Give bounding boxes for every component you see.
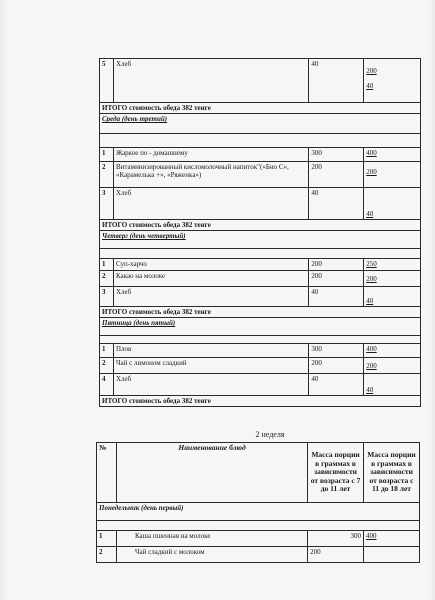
empty-cell (97, 521, 420, 531)
mass-7-11: 200 (309, 358, 364, 374)
table-row (100, 344, 421, 358)
empty-cell (100, 249, 421, 259)
dish-name: Суп-харчо (113, 259, 308, 271)
empty-cell (100, 336, 421, 344)
mass-7-11: 200 (309, 259, 364, 271)
mass-11-18: 400 (364, 344, 421, 358)
row-number: 5 (100, 59, 114, 103)
mass-7-11: 300 (309, 344, 364, 358)
row-number: 2 (97, 547, 117, 563)
col-header-num: № (97, 443, 117, 503)
mass-11-18 (364, 547, 420, 563)
total-row (100, 307, 421, 318)
dish-name: Хлеб (113, 374, 308, 396)
row-number: 1 (100, 259, 114, 271)
mass-value: 200 (366, 67, 377, 75)
dish-name: Какао на молоке (113, 271, 308, 287)
row-number: 4 (100, 374, 114, 396)
table-row (100, 162, 421, 188)
row-number: 1 (97, 531, 117, 547)
table-row (100, 358, 421, 374)
dish-name: Хлеб (113, 188, 308, 220)
dish-name: Плов (113, 344, 308, 358)
week-heading: 2 неделя (255, 430, 285, 439)
col-header-name: Наименование блюд (116, 443, 307, 503)
row-number: 3 (100, 287, 114, 307)
dish-name: Хлеб (113, 59, 308, 103)
day-row (97, 503, 420, 521)
menu-table-week1 (99, 58, 421, 407)
dish-name: Каша пшенная на молоке (116, 531, 307, 547)
mass-value: 40 (366, 82, 374, 91)
mass-7-11: 40 (309, 59, 364, 103)
spacer-row (100, 336, 421, 344)
day-title: Четверг (день четвертый) (100, 231, 421, 249)
mass-11-18: 40 (364, 287, 421, 307)
mass-7-11: 200 (309, 162, 364, 188)
total-row (100, 396, 421, 407)
dish-name: Витаминизированный кисломолочный напиток"(«Био С», «Карамелька +», «Ряженка») (113, 162, 308, 188)
spacer-row (100, 249, 421, 259)
total-text: ИТОГО стоимость обеда 382 тенге (100, 396, 421, 407)
row-number: 2 (100, 162, 114, 188)
total-text: ИТОГО стоимость обеда 382 тенге (100, 220, 421, 231)
row-number: 3 (100, 188, 114, 220)
mass-7-11: 40 (309, 287, 364, 307)
mass-7-11: 300 (309, 148, 364, 162)
dish-name: Чай с лимоном сладкий (113, 358, 308, 374)
mass-7-11: 40 (309, 188, 364, 220)
mass-7-11: 40 (309, 374, 364, 396)
row-number: 2 (100, 358, 114, 374)
total-text: ИТОГО стоимость обеда 382 тенге (100, 307, 421, 318)
header-row (97, 443, 420, 503)
mass-11-18: 40 (364, 188, 421, 220)
dish-name: Чай сладкий с молоком (116, 547, 307, 563)
table-row (97, 547, 420, 563)
mass-7-11: 300 (308, 531, 364, 547)
dish-name: Хлеб (113, 287, 308, 307)
total-row (100, 220, 421, 231)
total-row (100, 103, 421, 114)
day-row (100, 318, 421, 336)
menu-table-week2 (96, 442, 420, 563)
day-title: Среда (день третий) (100, 114, 421, 134)
table-row (97, 531, 420, 547)
mass-11-18: 250 (364, 259, 421, 271)
total-text: ИТОГО стоимость обеда 382 тенге (100, 103, 421, 114)
table-row (100, 148, 421, 162)
mass-11-18: 40 (364, 374, 421, 396)
mass-7-11: 200 (308, 547, 364, 563)
row-number: 1 (100, 148, 114, 162)
mass-11-18: 200 (364, 162, 421, 188)
empty-cell (100, 134, 421, 148)
day-title: Понедельник (день первый) (97, 503, 420, 521)
mass-11-18: 400 (364, 148, 421, 162)
row-number: 2 (100, 271, 114, 287)
table-row (100, 188, 421, 220)
day-row (100, 114, 421, 134)
table-row (100, 271, 421, 287)
col-header-mass-7-11: Масса порции в граммах в зависимости от возраста с 7 до 11 лет (308, 443, 364, 503)
table-row (100, 259, 421, 271)
row-number: 1 (100, 344, 114, 358)
table-row (100, 374, 421, 396)
mass-11-18 (364, 59, 421, 103)
mass-11-18: 400 (364, 531, 420, 547)
table-row (100, 287, 421, 307)
table-row (100, 59, 421, 103)
mass-11-18: 200 (364, 358, 421, 374)
day-title: Пятница (день пятый) (100, 318, 421, 336)
spacer-row (97, 521, 420, 531)
mass-7-11: 200 (309, 271, 364, 287)
col-header-mass-11-18: Масса порции в граммах в зависимости от возраста с 11 до 18 лет (364, 443, 420, 503)
spacer-row (100, 134, 421, 148)
dish-name: Жаркое по - домашнему (113, 148, 308, 162)
mass-11-18: 200 (364, 271, 421, 287)
day-row (100, 231, 421, 249)
